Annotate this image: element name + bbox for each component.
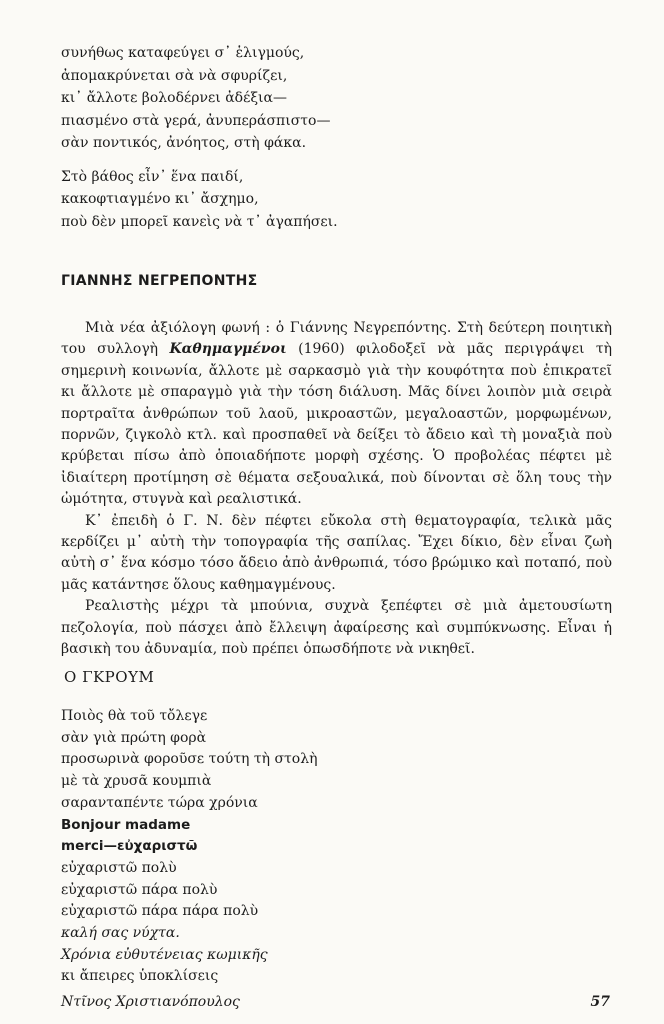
paragraph xyxy=(61,318,612,511)
poem-line: σὰν ποντικός, ἀνόητος, στὴ φάκα. xyxy=(61,135,307,151)
running-footer-author: Ντῖνος Χριστιανόπουλος xyxy=(61,994,240,1010)
poem-line: προσωρινὰ φοροῦσε τούτη τὴ στολὴ xyxy=(61,751,318,768)
poem-stanza xyxy=(61,166,621,234)
poem-line: Ποιὸς θὰ τοῦ τὄλεγε xyxy=(61,708,208,724)
poem-line: merci—εὐχαριστῶ xyxy=(61,838,198,855)
poem-body xyxy=(61,706,581,988)
poem-line: εὐχαριστῶ πολὺ xyxy=(61,859,177,876)
poem-line: καλή σας νύχτα. xyxy=(61,925,180,942)
poem-line: ποὺ δὲν μπορεῖ κανεὶς νὰ τ᾽ ἀγαπήσει. xyxy=(61,213,338,230)
poem-line: Bonjour madame xyxy=(61,816,191,833)
page-number: 57 xyxy=(590,994,610,1010)
poem-line: ἀπομακρύνεται σὰ νὰ σφυρίζει, xyxy=(61,67,288,84)
poem-line: Χρόνια εὐθυτένειας κωμικῆς xyxy=(61,946,268,963)
poem-stanza xyxy=(61,42,621,155)
poem-line: μὲ τὰ χρυσᾶ κουμπιὰ xyxy=(61,773,212,790)
paragraph-text: Μιὰ νέα ἀξιόλογη φωνή : ὁ Γιάννης Νεγρεπόντης. Στὴ δεύτερη ποιητικὴ του συλλογὴ xyxy=(61,320,612,358)
poem-line: κι ἄπειρες ὑποκλίσεις xyxy=(61,968,219,985)
poem-line: πιασμένο στὰ γερά, ἀνυπεράσπιστο— xyxy=(61,112,331,129)
poem-line: Στὸ βάθος εἶν᾽ ἕνα παιδί, xyxy=(61,168,244,185)
poem-line: εὐχαριστῶ πάρα πάρα πολὺ xyxy=(61,903,259,920)
top-poem-fragment xyxy=(61,42,621,244)
poem-line: συνήθως καταφεύγει σ᾽ ἑλιγμούς, xyxy=(61,45,305,61)
paragraph: Ρεαλιστὴς μέχρι τὰ μπούνια, συχνὰ ξεπέφτει σὲ μιὰ ἀμετουσίωτη πεζολογία, ποὺ πάσχει ἀπὸ ἔλλειψη ἀφαίρεσης καὶ συμπύκνωσης. Εἶναι ἡ βασικὴ του ἀδυναμία, ποὺ πρέπει ὁπωσδήποτε νὰ νικηθεῖ. xyxy=(61,598,612,658)
paragraph-text: (1960) φιλοδοξεῖ νὰ μᾶς περιγράψει τὴ σημερινὴ κοινωνία, ἄλλοτε μὲ σαρκασμὸ γιὰ τὴν κουφότητα ποὺ ἐπικρατεῖ κι ἄλλοτε μὲ σπαραγμὸ γιὰ τὴν τόση διάλυση. Μᾶς δίνει λοιπὸν μιὰ σειρὰ πορτραῖτα ἀνθρώπων τοῦ λαοῦ, μικροαστῶν, μεγαλοαστῶν, μορφωμένων, πορνῶν, ζιγκολὸ κτλ. καὶ προσπαθεῖ νὰ δείξει τὸ ἄδειο καὶ τὴ μοναξιὰ ποὺ κρύβεται πίσω ἀπὸ ὁποιαδήποτε μορφὴ σχέσης. Ὁ προβολέας πέφτει μὲ ἰδιαίτερη προτίμηση σὲ θέματα σεξουαλικά, ποὺ δίνονται σὲ ὅλη τους τὴν ὠμότητα, στυγνὰ καὶ ρεαλιστικά. xyxy=(61,341,612,508)
poem-line: εὐχαριστῶ πάρα πολὺ xyxy=(61,881,218,898)
poem-title: Ο ΓΚΡΟΥΜ xyxy=(64,668,155,686)
poem-line: σὰν γιὰ πρώτη φορὰ xyxy=(61,729,207,746)
author-heading: ΓΙΑΝΝΗΣ ΝΕΓΡΕΠΟΝΤΗΣ xyxy=(61,273,258,289)
poem-line: κακοφτιαγμένο κι᾽ ἄσχημο, xyxy=(61,191,259,207)
paragraph: Κ᾽ ἐπειδὴ ὁ Γ. Ν. δὲν πέφτει εὔκολα στὴ θεματογραφία, τελικὰ μᾶς κερδίζει μ᾽ αὐτὴ τὴν τοπογραφία τῆς σαπίλας. Ἔχει δίκιο, δὲν εἶναι ζωὴ αὐτὴ σ᾽ ἕνα κόσμο τόσο ἄδειο ἀπὸ ἀνθρωπιά, τόσο βρώμικο καὶ ποταπό, ποὺ μᾶς κατάντησε ὅλους καθημαγμένους. xyxy=(61,512,612,593)
critique-text xyxy=(61,318,612,661)
poem-line: κι᾽ ἄλλοτε βολοδέρνει ἀδέξια— xyxy=(61,90,287,106)
book-title: Καθημαγμένοι xyxy=(169,341,287,358)
poem-line: σαρανταπέντε τώρα χρόνια xyxy=(61,794,258,811)
